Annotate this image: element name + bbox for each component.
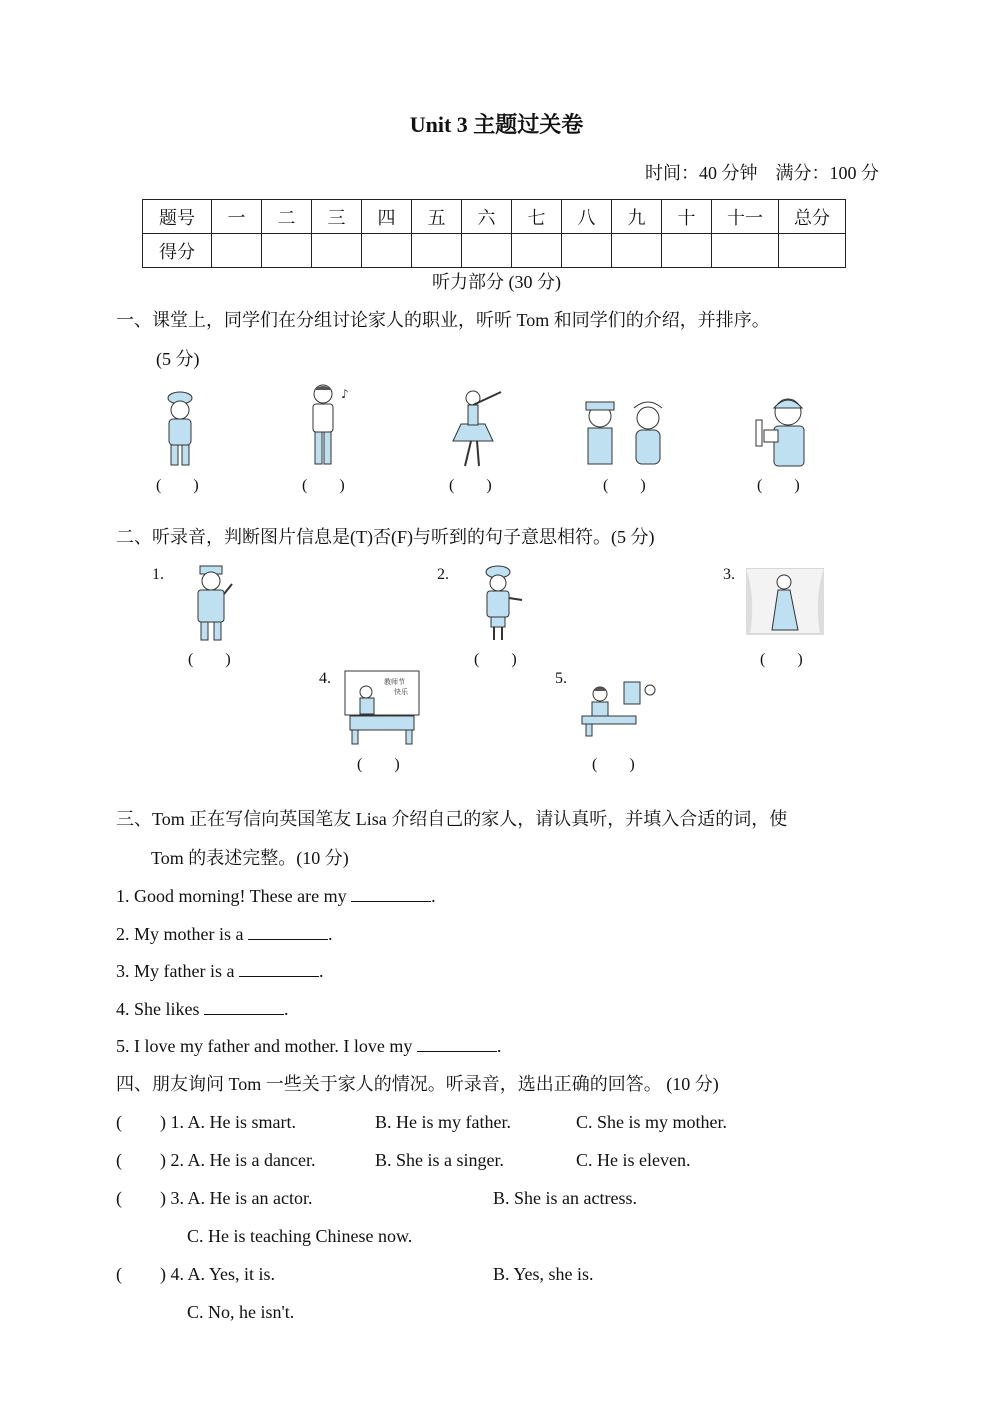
ballet-dancer-figure [443,386,505,468]
q2-answer-bracket[interactable]: ( ) [188,651,231,668]
q4-answer-bracket-open[interactable]: ( [116,1112,122,1132]
score-cell [412,234,462,268]
q4-item-option-b: B. He is my father. [375,1112,511,1132]
q3-item [116,886,436,908]
page-title: Unit 3 主题过关卷 [409,112,584,137]
q3-instruction-cont: Tom 的表述完整。(10 分) [151,848,349,868]
q4-item-option-b: B. She is an actress. [493,1188,637,1208]
q3-item-text: 2. My mother is a [116,924,244,944]
q4-instruction: 四、朋友询问 Tom 一些关于家人的情况。听录音，选出正确的回答。 (10 分) [116,1074,719,1094]
q4-item-option-c: C. He is teaching Chinese now. [187,1226,413,1246]
q2-answer-bracket[interactable]: ( ) [592,756,635,773]
policewoman-figure [478,564,526,642]
q2-item-number: 4. [319,670,331,687]
score-col: 一 [212,200,262,234]
opera-performers-figure [578,398,678,468]
score-col: 十一 [712,200,779,234]
q4-item-option-c: C. She is my mother. [576,1112,728,1132]
score-col: 七 [512,200,562,234]
score-cell [462,234,512,268]
q4-answer-bracket-open[interactable]: ( [116,1150,122,1170]
police-officer-figure [158,388,204,470]
q3-item [116,924,333,946]
q3-item [116,999,289,1021]
time-score-info: 时间：40 分钟 满分：100 分 [645,163,879,183]
q4-item-option-c: C. No, he isn't. [187,1302,295,1322]
score-col: 八 [562,200,612,234]
answer-blank[interactable] [417,1037,497,1052]
score-col: 六 [462,200,512,234]
doctor-figure [188,564,238,642]
worker-figure [750,390,814,468]
score-cell [562,234,612,268]
q3-item-text: 3. My father is a [116,961,235,981]
q2-answer-bracket[interactable]: ( ) [357,756,400,773]
score-col: 总分 [779,200,846,234]
score-cell [212,234,262,268]
score-table [142,199,846,268]
score-cell [779,234,846,268]
q3-item-end: . [284,999,289,1019]
score-header-label: 题号 [143,200,212,234]
q3-item-text: 4. She likes [116,999,200,1019]
q1-instruction: 一、课堂上，同学们在分组讨论家人的职业，听听 Tom 和同学们的介绍，并排序。 [116,310,770,330]
q2-item-number: 1. [152,566,164,583]
answer-blank[interactable] [351,887,431,902]
q2-item-number: 5. [555,670,567,687]
q3-item [116,1036,501,1058]
score-cell [662,234,712,268]
q4-answer-bracket-open[interactable]: ( [116,1264,122,1284]
svg-text:♪: ♪ [341,387,349,401]
q4-item-option-a: ) 4. A. Yes, it is. [160,1264,276,1284]
board-text-teachers-day: 教师节 [384,678,405,686]
q2-answer-bracket[interactable]: ( ) [474,651,517,668]
answer-blank[interactable] [204,1000,284,1015]
listening-section-header: 听力部分 (30 分) [432,272,561,292]
q4-answer-bracket-open[interactable]: ( [116,1188,122,1208]
q1-answer-bracket[interactable]: ( ) [156,477,199,494]
score-cell [612,234,662,268]
q3-item-end: . [318,961,324,981]
score-col: 十 [662,200,712,234]
score-cell [262,234,312,268]
q1-answer-bracket[interactable]: ( ) [603,477,646,494]
q3-item-text: 5. I love my father and mother. I love my [116,1036,413,1056]
score-cell [712,234,779,268]
q3-item-text: 1. Good morning! These are my [116,886,347,906]
q4-item-option-a: ) 1. A. He is smart. [160,1112,296,1132]
answer-blank[interactable] [248,925,328,940]
q2-item-number: 2. [437,566,449,583]
q4-item-option-b: B. Yes, she is. [493,1264,594,1284]
q1-points: (5 分) [156,349,200,369]
score-col: 二 [262,200,312,234]
q3-instruction: 三、Tom 正在写信向英国笔友 Lisa 介绍自己的家人，请认真听，并填入合适的词，使 [116,809,788,829]
score-col: 四 [362,200,412,234]
score-cell [512,234,562,268]
teacher-classroom-figure [344,670,420,746]
q1-answer-bracket[interactable]: ( ) [757,477,800,494]
score-col: 五 [412,200,462,234]
score-col: 九 [612,200,662,234]
q4-item-option-b: B. She is a singer. [375,1150,504,1170]
actress-on-stage-figure [746,568,824,636]
q2-item-number: 3. [723,566,735,583]
singer-figure [303,382,357,468]
q4-item-option-a: ) 2. A. He is a dancer. [160,1150,316,1170]
q2-instruction: 二、听录音，判断图片信息是(T)否(F)与听到的句子意思相符。(5 分) [116,527,655,547]
score-col: 三 [312,200,362,234]
score-table-header-row [143,200,846,234]
q1-answer-bracket[interactable]: ( ) [449,477,492,494]
q1-answer-bracket[interactable]: ( ) [302,477,345,494]
student-at-desk-figure [578,680,658,738]
answer-blank[interactable] [239,962,319,977]
q2-answer-bracket[interactable]: ( ) [760,651,803,668]
score-row-label: 得分 [143,234,212,268]
q3-item-end: . [496,1036,502,1056]
q4-item-option-a: ) 3. A. He is an actor. [160,1188,313,1208]
score-cell [362,234,412,268]
board-text-happy: 快乐 [394,688,408,696]
q3-item-end: . [328,924,333,944]
q4-item-option-c: C. He is eleven. [576,1150,691,1170]
q3-item-end: . [431,886,436,906]
score-cell [312,234,362,268]
q3-item [116,961,323,983]
score-table-score-row [143,234,846,268]
